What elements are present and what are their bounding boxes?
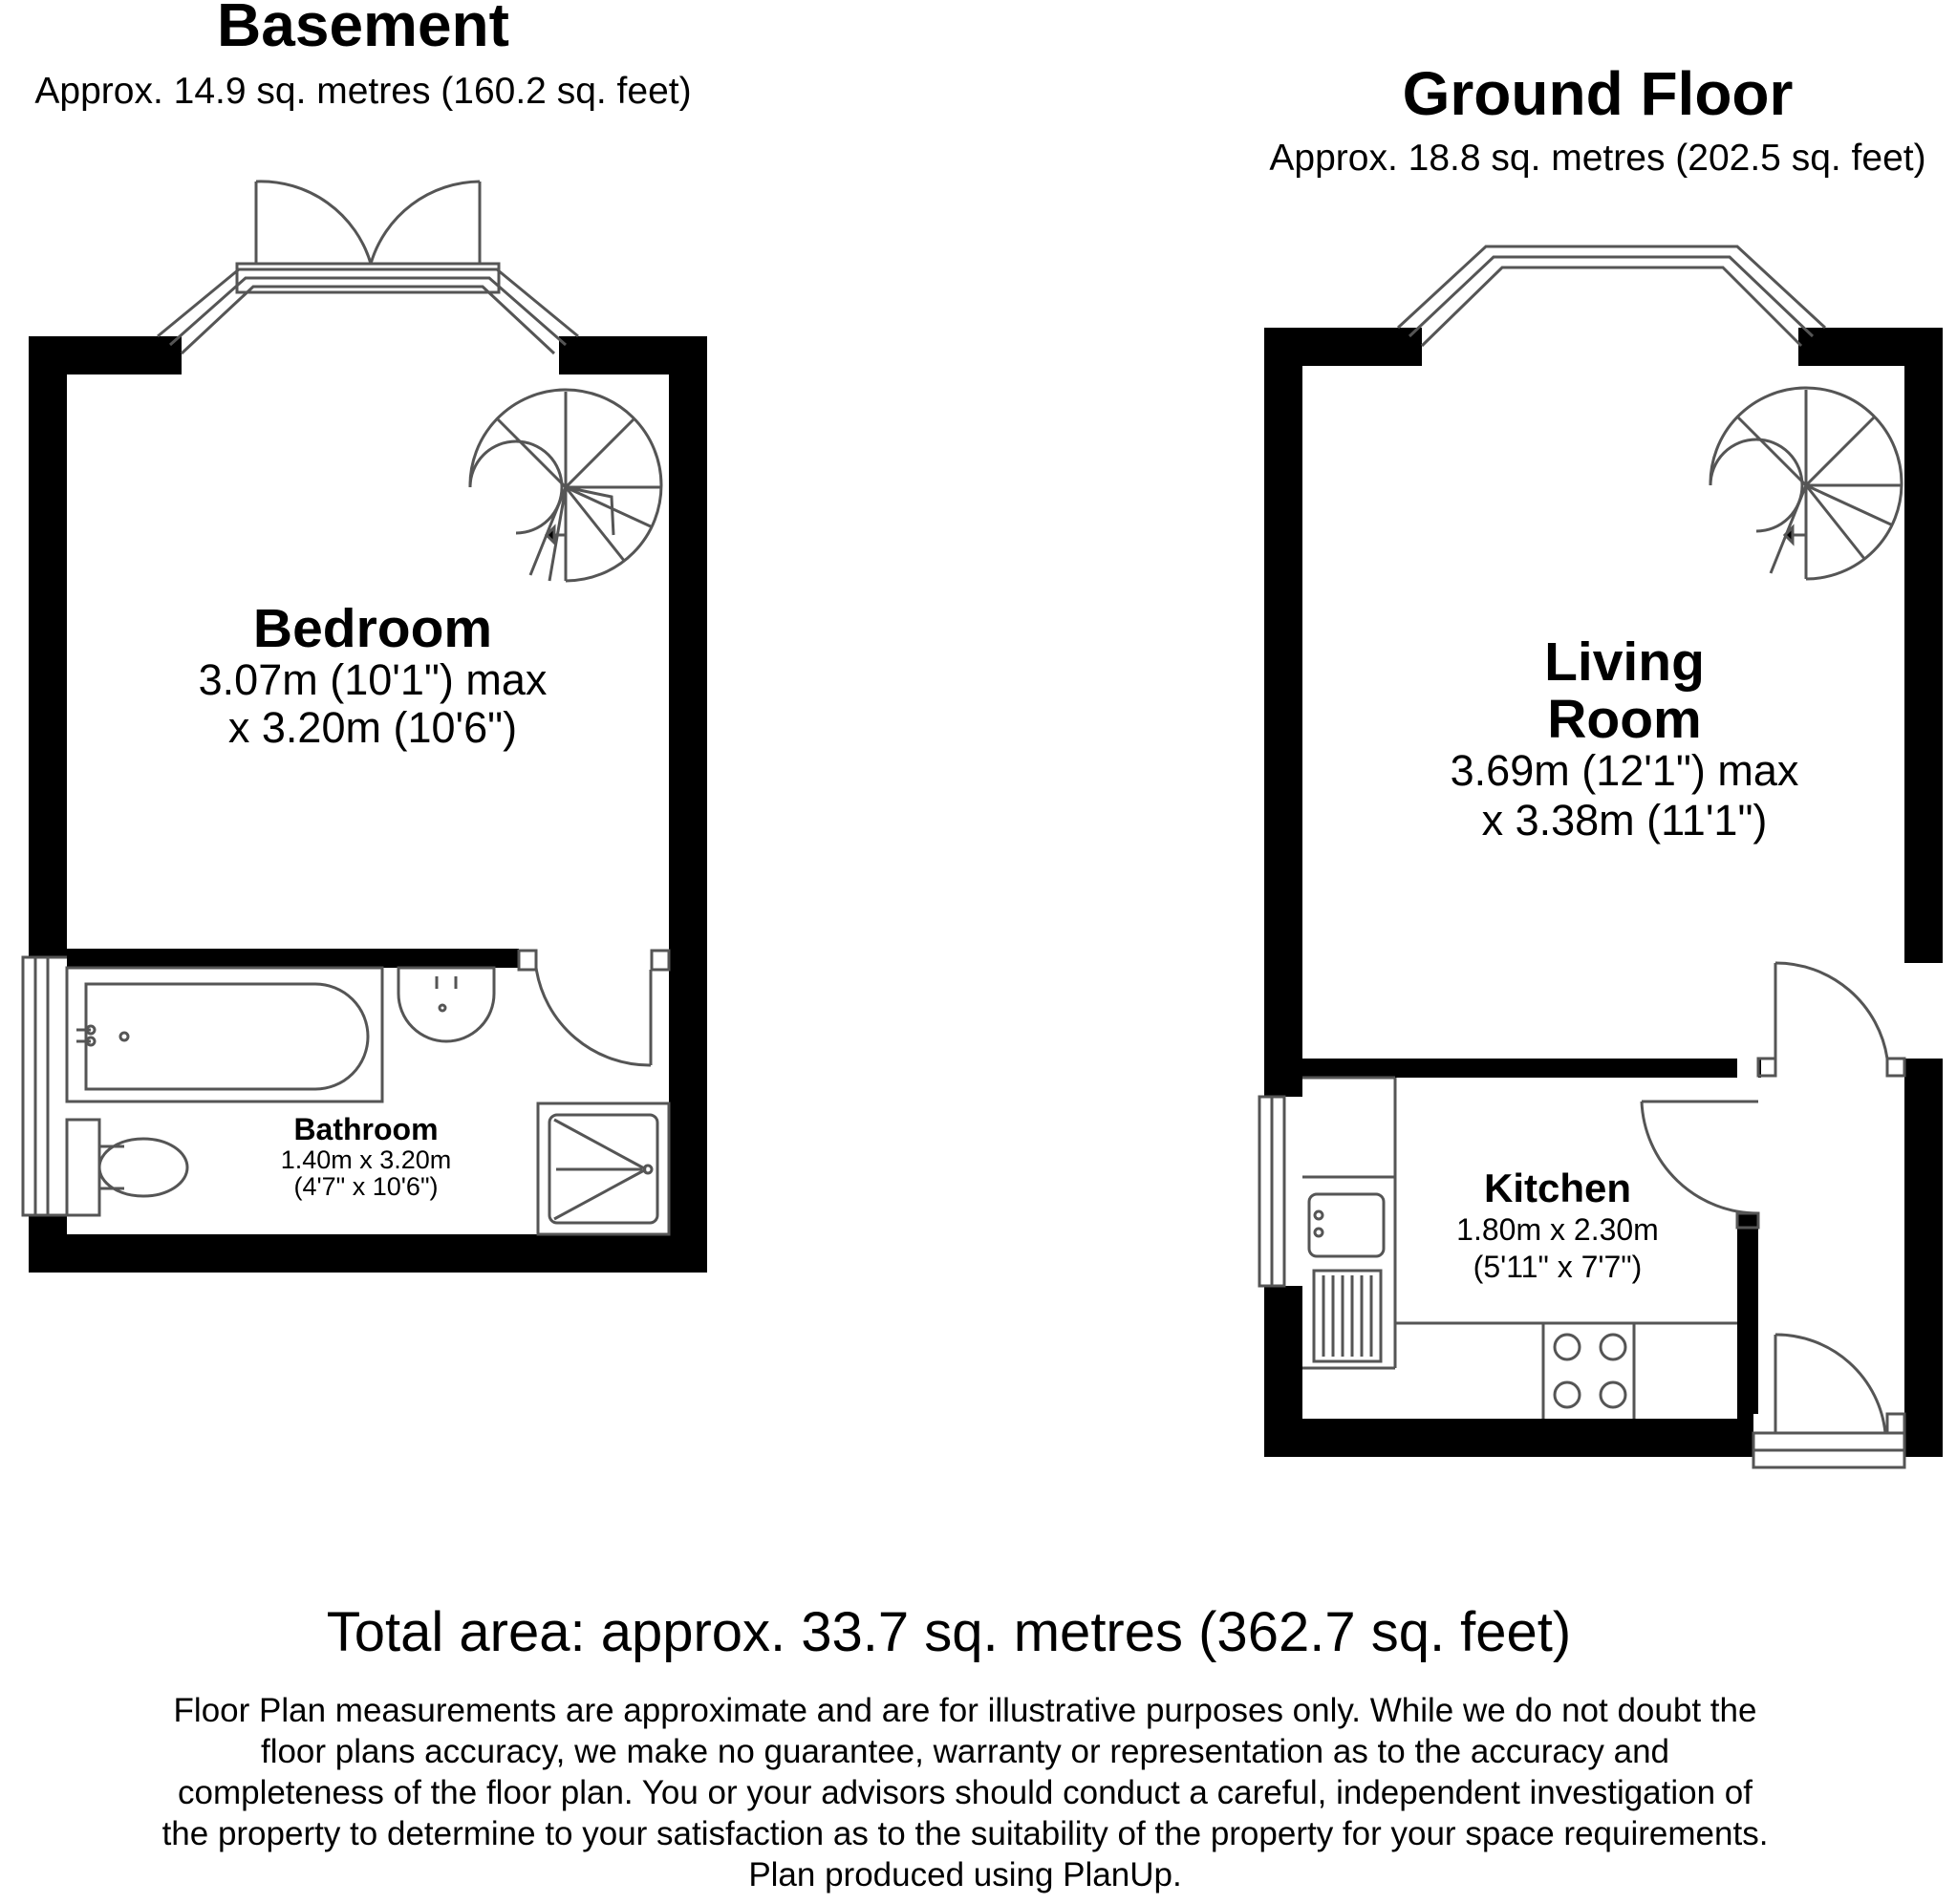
ground-floor-title: Ground Floor — [1402, 59, 1794, 128]
ground-floor-area: Approx. 18.8 sq. metres (202.5 sq. feet) — [1269, 138, 1926, 179]
bathroom-dimension-1: 1.40m x 3.20m — [280, 1145, 452, 1174]
living-room-label-line-1: Living — [1544, 631, 1705, 693]
ground-floor-walls — [1264, 328, 1943, 1457]
basement-shower — [538, 1103, 669, 1234]
basement-bathroom-door — [519, 951, 669, 1065]
living-room-door — [1758, 963, 1904, 1076]
ground-floor-plan — [1259, 59, 1943, 1467]
living-room-dimension-1: 3.69m (12'1") max — [1450, 746, 1799, 795]
total-area: Total area: approx. 33.7 sq. metres (362.7 sq. feet) — [326, 1601, 1572, 1663]
ground-floor-spiral-staircase — [1710, 388, 1902, 579]
basement-area: Approx. 14.9 sq. metres (160.2 sq. feet) — [34, 71, 692, 112]
disclaimer-line-5: Plan produced using PlanUp. — [748, 1856, 1182, 1893]
disclaimer-line-3: completeness of the floor plan. You or your advisors should conduct a careful, independent investigation of — [177, 1774, 1753, 1811]
basement-title: Basement — [217, 0, 509, 59]
footer — [162, 1601, 1769, 1893]
kitchen-dimension-1: 1.80m x 2.30m — [1456, 1212, 1659, 1247]
living-room-dimension-2: x 3.38m (11'1") — [1481, 796, 1768, 845]
basement-bay-window — [158, 264, 578, 353]
bathroom-label: Bathroom — [293, 1112, 439, 1146]
bedroom-dimension-1: 3.07m (10'1") max — [198, 655, 548, 704]
bedroom-label: Bedroom — [252, 598, 493, 659]
basement-french-doors — [256, 182, 480, 264]
basement-toilet — [67, 1120, 187, 1215]
basement-plan — [23, 0, 707, 1273]
kitchen-hob — [1555, 1335, 1625, 1407]
kitchen-dimension-2: (5'11" x 7'7") — [1473, 1250, 1643, 1284]
basement-spiral-staircase — [470, 390, 661, 581]
bathroom-dimension-2: (4'7" x 10'6") — [293, 1172, 439, 1201]
kitchen-label: Kitchen — [1483, 1166, 1632, 1210]
disclaimer-line-1: Floor Plan measurements are approximate and are for illustrative purposes only. While we do not doubt the — [173, 1692, 1757, 1729]
basement-basin — [398, 968, 494, 1041]
disclaimer-line-4: the property to determine to your satisfaction as to the suitability of the property for your space requirements. — [161, 1815, 1769, 1852]
living-room-label-line-2: Room — [1547, 689, 1702, 750]
ground-floor-bay-window — [1398, 246, 1825, 346]
bedroom-dimension-2: x 3.20m (10'6") — [227, 703, 518, 752]
basement-bath — [67, 968, 382, 1102]
disclaimer-line-2: floor plans accuracy, we make no guarantee, warranty or representation as to the accuracy and — [260, 1733, 1670, 1770]
kitchen-sink — [1309, 1194, 1384, 1361]
kitchen-counter — [1302, 1078, 1737, 1419]
